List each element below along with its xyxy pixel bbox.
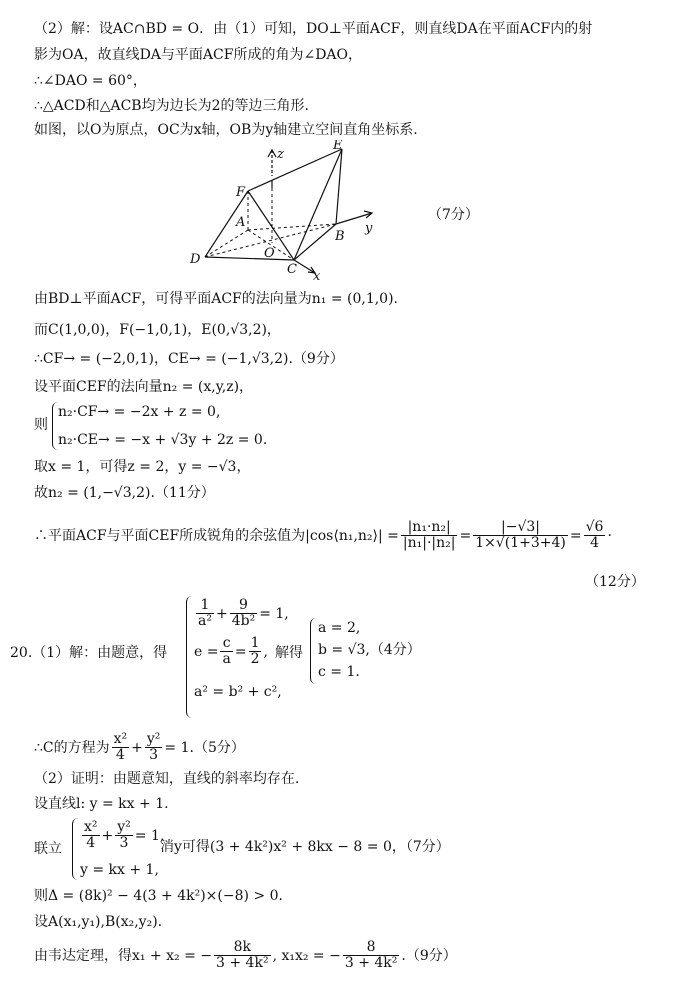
text-line: （2）证明：由题意知，直线的斜率均存在. xyxy=(34,771,300,787)
label-E: E xyxy=(333,140,343,153)
text-line: 设直线l: y = kx + 1. xyxy=(34,796,169,812)
text-line: 由BD⊥平面ACF，可得平面ACF的法向量为n₁ = (0,1,0). xyxy=(34,291,399,307)
brace xyxy=(72,818,79,880)
label-y: y xyxy=(365,221,373,236)
geometry-figure xyxy=(0,140,682,280)
text-line: ∴∠DAO = 60°， xyxy=(34,73,147,89)
brace xyxy=(186,596,193,718)
brace xyxy=(310,618,317,684)
solution-c: c = 1. xyxy=(318,664,360,680)
system-eq-1: n₂·CF→ = −2x + z = 0, xyxy=(58,404,221,420)
join-eq-2: y = kx + 1, xyxy=(80,862,159,878)
text-line: （2）解：设AC∩BD = O．由（1）可知，DO⊥平面ACF，则直线DA在平面ACF内的射 xyxy=(34,21,593,37)
q20-prefix: 20.（1）解：由题意，得 xyxy=(10,645,168,661)
cos-prefix: ∴平面ACF与平面CEF所成锐角的余弦值为|cos⟨n₁,n₂⟩| = xyxy=(34,527,399,544)
label-B: B xyxy=(335,229,345,244)
label-F: F xyxy=(236,185,246,200)
cosine-line: ∴平面ACF与平面CEF所成锐角的余弦值为|cos⟨n₁,n₂⟩| = $\frac{\text{|n₁·n₂|}}{\text{|n₁|·|n₂|}}$ = $\frac{|-√3|}{1\times√(1+3+4)}$ = $\frac{√6}{4}$ · xyxy=(34,519,612,551)
label-C: C xyxy=(287,262,297,277)
text-line: 取x = 1，可得z = 2，y = −√3， xyxy=(34,459,251,475)
fraction: $\frac{|-√3|}{1\times√(1+3+4)}$ xyxy=(475,519,566,551)
label-A: A xyxy=(236,215,246,230)
text-line: 而C(1,0,0)，F(−1,0,1)，E(0,√3,2)， xyxy=(34,322,281,338)
solution-b: b = √3,（4分） xyxy=(318,642,421,658)
fraction: $\frac{\text{|n₁·n₂|}}{\text{|n₁|·|n₂|}}$ xyxy=(402,519,456,551)
q20-eq-3: a² = b² + c², xyxy=(194,684,282,700)
score-7: （7分） xyxy=(428,207,479,223)
system-prefix: 则 xyxy=(34,417,48,433)
text-line: 则Δ = (8k)² − 4(3 + 4k²)×(−8) > 0． xyxy=(34,888,293,904)
vieta-line: 由韦达定理，得x₁ + x₂ = − $\frac{8k}{\text{3 + 4k²}}$ , x₁x₂ = − $\frac{8}{\text{3 + 4k²}}$ .（9分） xyxy=(34,939,457,971)
join-eq-1: $\frac{\text{x²}}{4}$ + $\frac{\text{y²}}{3}$ = 1, xyxy=(84,819,165,851)
text-line: 设平面CEF的法向量n₂ = (x,y,z)， xyxy=(34,379,254,395)
solved-label: 解得 xyxy=(275,645,303,661)
text-line: 影为OA，故直线DA与平面ACF所成的角为∠DAO， xyxy=(34,47,363,63)
text-line: 如图，以O为原点，OC为x轴，OB为y轴建立空间直角坐标系. xyxy=(34,122,418,138)
label-D: D xyxy=(190,252,201,267)
fraction: $\frac{√6}{4}$ xyxy=(585,519,604,551)
ellipse-equation: ∴C的方程为 $\frac{\text{x²}}{4}$ + $\frac{\text{y²}}{3}$ = 1.（5分） xyxy=(34,731,245,763)
join-label: 联立 xyxy=(34,841,62,857)
solution-a: a = 2, xyxy=(318,620,361,636)
label-O: O xyxy=(264,246,275,261)
text-line: ∴CF→ = (−2,0,1)，CE→ = (−1,√3,2).（9分） xyxy=(34,351,344,367)
q20-eq-2: e = $\frac{c}{a}$ = $\frac{1}{2}$ , xyxy=(194,635,268,667)
text-line: ∴△ACD和△ACB均为边长为2的等边三角形. xyxy=(34,98,309,114)
q20-eq-1: $\frac{1}{\text{a²}}$ + $\frac{9}{\text{4b²}}$ = 1, xyxy=(198,597,289,629)
text-line: 设A(x₁,y₁),B(x₂,y₂). xyxy=(34,914,163,930)
system-eq-2: n₂·CE→ = −x + √3y + 2z = 0. xyxy=(58,432,268,448)
score-12: （12分） xyxy=(585,574,645,590)
text-line: 故n₂ = (1,−√3,2).（11分） xyxy=(34,485,215,501)
join-result: 消y可得(3 + 4k²)x² + 8kx − 8 = 0，（7分） xyxy=(160,839,450,855)
label-x: x xyxy=(313,269,321,280)
label-z: z xyxy=(277,147,284,162)
